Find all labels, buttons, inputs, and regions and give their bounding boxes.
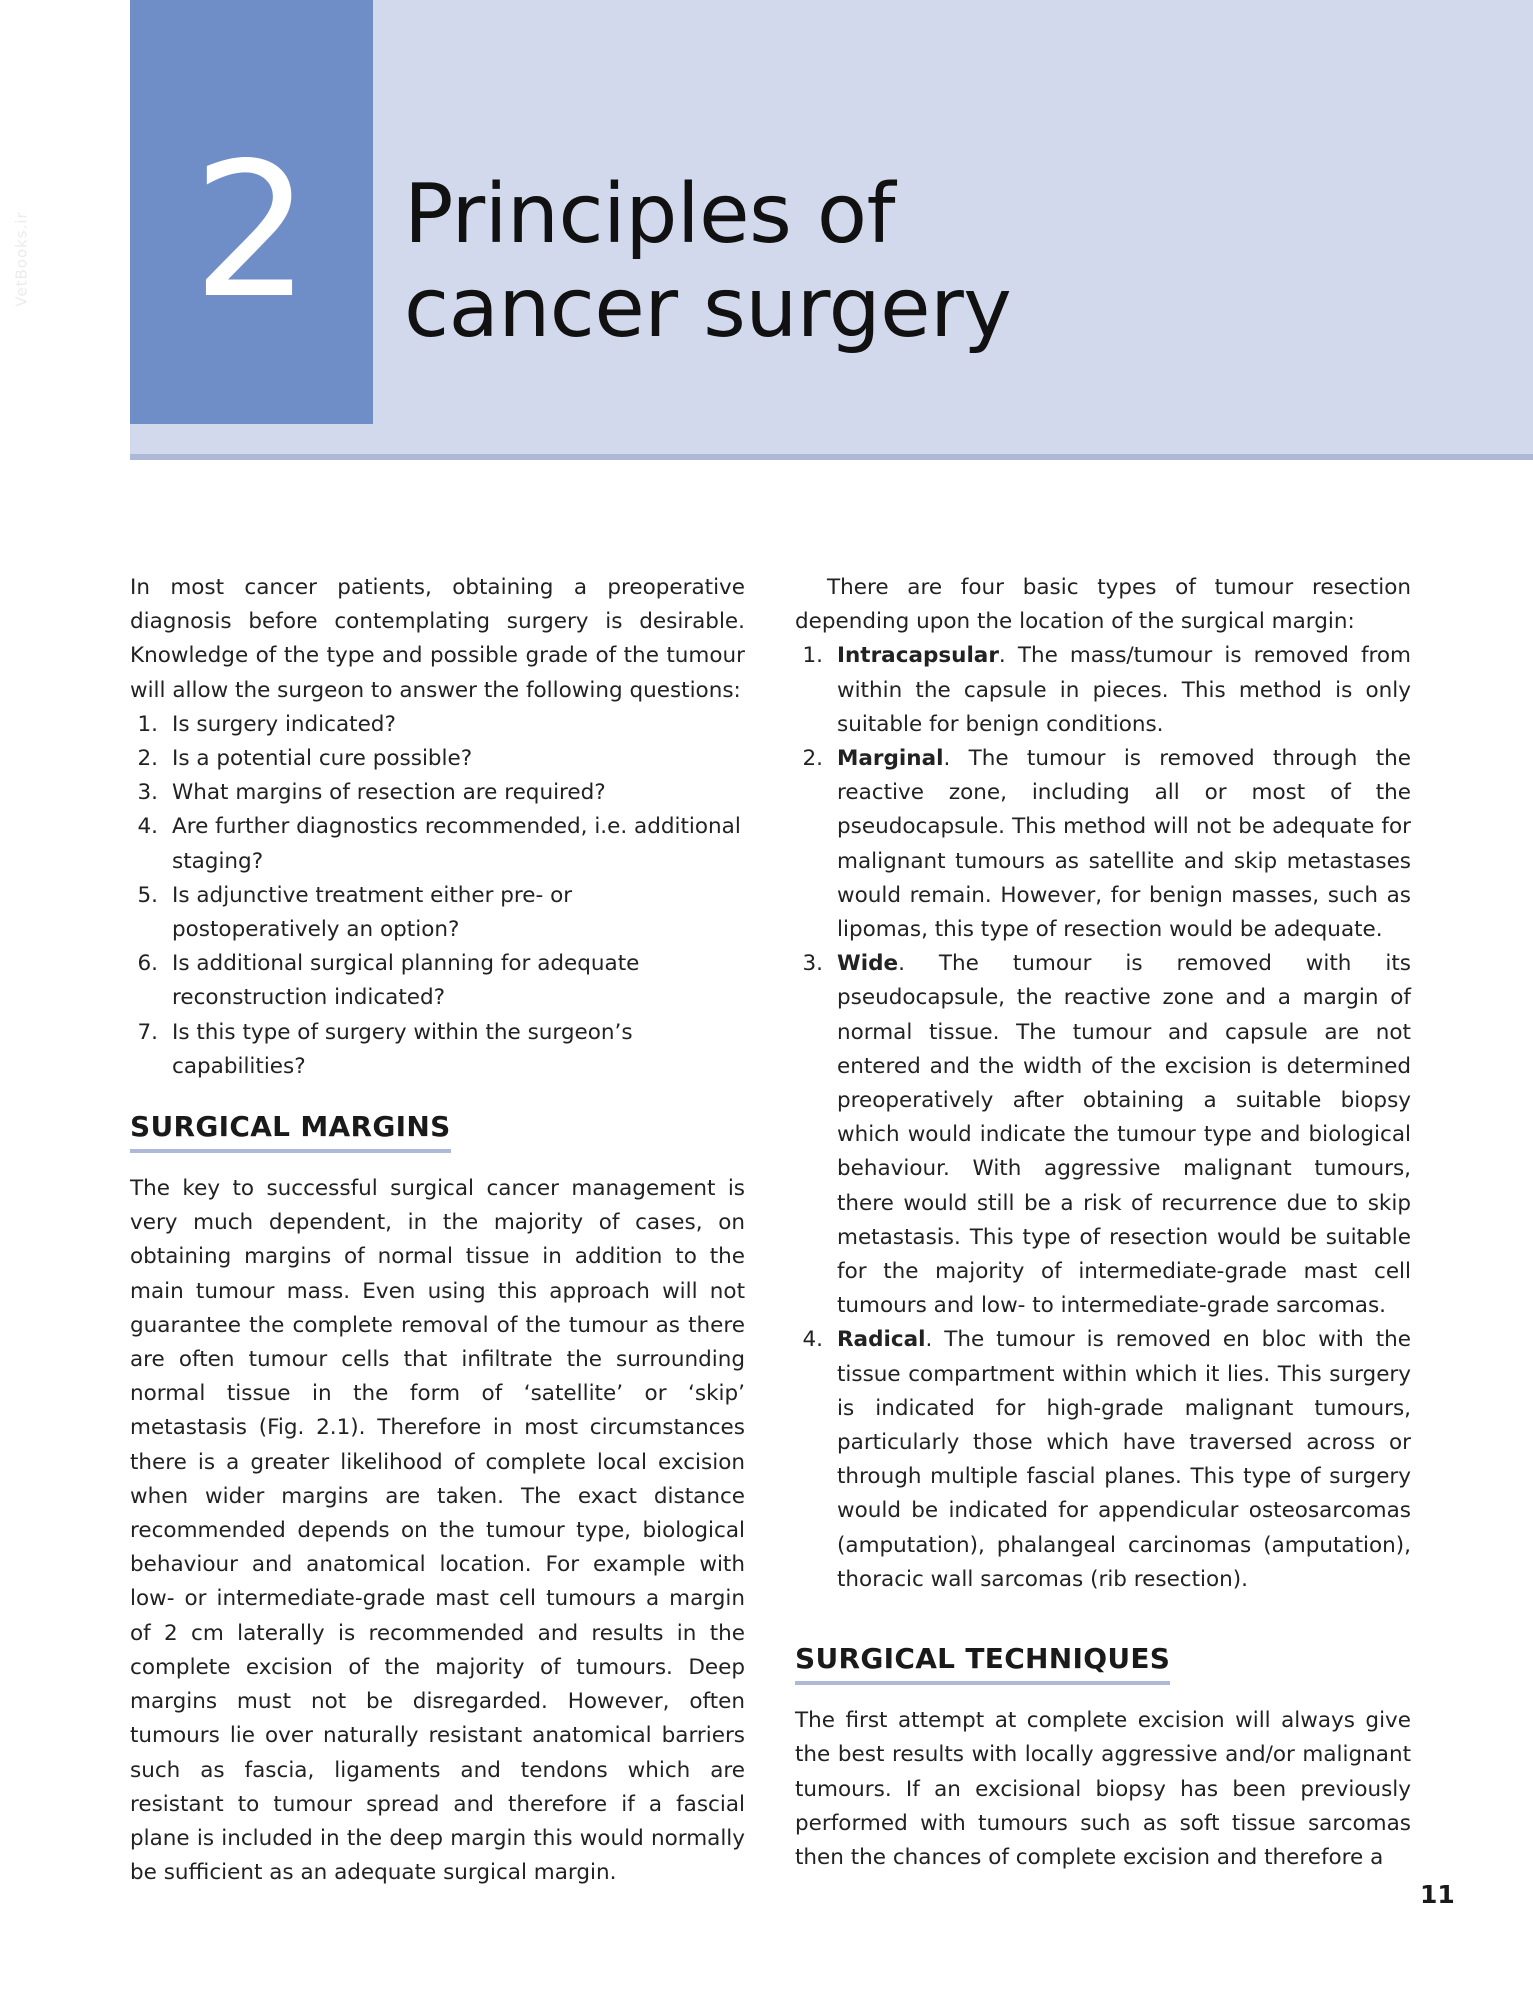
- surgical-techniques-heading-wrap: [795, 1642, 1411, 1685]
- question-item: [130, 810, 745, 878]
- chapter-title-line-1: Principles of: [404, 167, 895, 262]
- page-number: 11: [1420, 1880, 1455, 1909]
- right-column: [795, 571, 1411, 1875]
- question-text: What margins of resection are required?: [172, 780, 606, 806]
- watermark: VetBooks.ir: [12, 211, 31, 307]
- question-text: Is a potential cure possible?: [172, 746, 473, 772]
- question-number: 3.: [137, 780, 158, 806]
- resection-type-text: . The mass/tumour is removed from within the capsule in pieces. This method is only suitable for benign conditions.: [837, 643, 1411, 737]
- resection-intro: There are four basic types of tumour resection depending upon the location of the surgical margin:: [795, 575, 1411, 635]
- chapter-title-line-2: cancer surgery: [404, 261, 1012, 356]
- question-text: Is adjunctive treatment either pre- or postoperatively an option?: [172, 882, 573, 943]
- resection-type-number: 3.: [802, 951, 823, 977]
- resection-type-term: Wide: [837, 951, 899, 977]
- resection-type-item: [795, 742, 1411, 947]
- surgical-margins-body: The key to successful surgical cancer management is very much dependent, in the majority of cases, on obtaining margins of normal tissue in addition to the main tumour mass. Even using this approach will not guarantee the complete removal of the tumour as there are often tumour cells that infiltrate the surrounding normal tissue in the form of ‘satellite’ or ‘skip’ metastasis (Fig. 2.1). Therefore in most circumstances there is a greater likelihood of complete local excision when wider margins are taken. The exact distance recommended depends on the tumour type, biological behaviour and anatomical location. For example with low- or intermediate-grade mast cell tumours a margin of 2 cm laterally is recommended and results in the complete excision of the majority of tumours. Deep margins must not be disregarded. However, often tumours lie over naturally resistant anatomical barriers such as fascia, ligaments and tendons which are resistant to tumour spread and therefore if a fascial plane is included in the deep margin this would normally be sufficient as an adequate surgical margin.: [130, 1176, 745, 1886]
- chapter-header-rule: [130, 454, 1533, 460]
- surgical-margins-heading: SURGICAL MARGINS: [130, 1110, 451, 1153]
- resection-type-list: [795, 639, 1411, 1597]
- question-number: 1.: [137, 711, 158, 737]
- question-number: 5.: [137, 882, 158, 908]
- question-text: Is additional surgical planning for adequate reconstruction indicated?: [172, 951, 640, 1011]
- resection-type-number: 4.: [802, 1327, 823, 1353]
- resection-type-number: 2.: [802, 746, 823, 772]
- left-column: [130, 571, 745, 1890]
- resection-type-text: . The tumour is removed through the reactive zone, including all or most of the pseudocapsule. This method will not be adequate for malignant tumours as satellite and skip metastases would remain. However, for benign masses, such as lipomas, this type of resection would be adequate.: [837, 746, 1411, 943]
- intro-paragraph: In most cancer patients, obtaining a preoperative diagnosis before contemplating surgery is desirable. Knowledge of the type and possible grade of the tumour will allow the surgeon to answer the following questions:: [130, 575, 745, 703]
- question-number: 6.: [137, 951, 158, 977]
- resection-type-term: Marginal: [837, 746, 944, 772]
- question-list: [130, 708, 745, 1084]
- question-item: [130, 879, 745, 947]
- resection-type-number: 1.: [802, 643, 823, 669]
- chapter-number: 2: [192, 122, 311, 339]
- question-item: [130, 776, 745, 810]
- resection-type-text: . The tumour is removed en bloc with the tissue compartment within which it lies. This surgery is indicated for high-grade malignant tumours, particularly those which have traversed across or through multiple fascial planes. This type of surgery would be indicated for appendicular osteosarcomas (amputation), phalangeal carcinomas (amputation), thoracic wall sarcomas (rib resection).: [837, 1327, 1411, 1592]
- resection-type-term: Radical: [837, 1327, 926, 1353]
- chapter-number-box: [130, 0, 373, 424]
- question-item: [130, 1016, 745, 1084]
- question-text: Are further diagnostics recommended, i.e. additional staging?: [172, 814, 741, 874]
- question-item: [130, 947, 745, 1015]
- resection-type-item: [795, 1323, 1411, 1597]
- resection-type-item: [795, 947, 1411, 1323]
- question-text: Is surgery indicated?: [172, 711, 396, 737]
- question-text: Is this type of surgery within the surgeon’s capabilities?: [172, 1019, 633, 1079]
- question-item: [130, 742, 745, 776]
- surgical-techniques-body: The first attempt at complete excision will always give the best results with locally aggressive and/or malignant tumours. If an excisional biopsy has been previously performed with tumours such as soft tissue sarcomas then the chances of complete excision and therefore a: [795, 1708, 1411, 1870]
- chapter-title: [404, 168, 1011, 356]
- resection-type-text: . The tumour is removed with its pseudocapsule, the reactive zone and a margin of normal tissue. The tumour and capsule are not entered and the width of the excision is determined preoperatively after obtaining a suitable biopsy which would indicate the tumour type and biological behaviour. With aggressive malignant tumours, there would still be a risk of recurrence due to skip metastasis. This type of resection would be suitable for the majority of intermediate-grade mast cell tumours and low- to intermediate-grade sarcomas.: [837, 951, 1411, 1319]
- question-item: [130, 708, 745, 742]
- resection-type-item: [795, 639, 1411, 742]
- question-number: 7.: [137, 1019, 158, 1045]
- surgical-techniques-heading: SURGICAL TECHNIQUES: [795, 1642, 1170, 1685]
- question-number: 2.: [137, 746, 158, 772]
- surgical-margins-heading-wrap: [130, 1110, 745, 1153]
- question-number: 4.: [137, 814, 158, 840]
- resection-type-term: Intracapsular: [837, 643, 999, 669]
